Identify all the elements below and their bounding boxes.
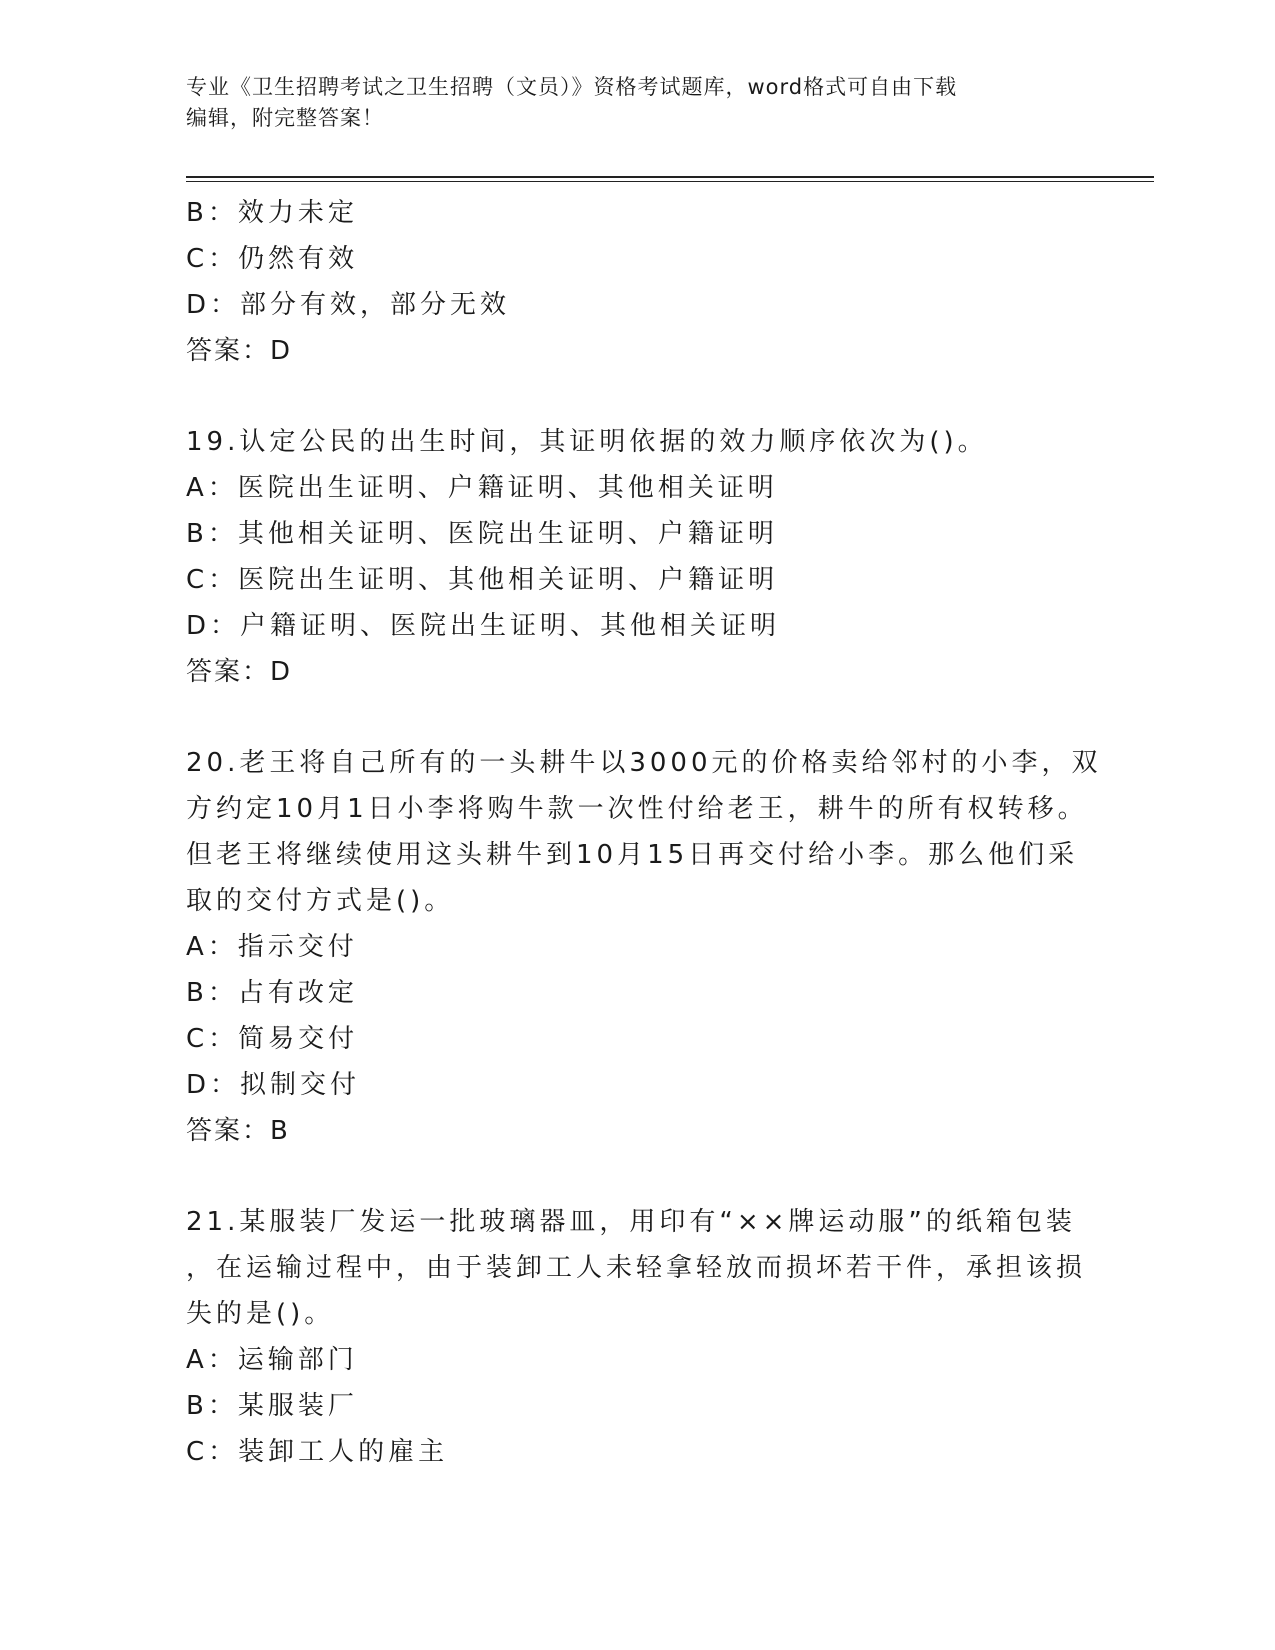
header-divider-thick bbox=[186, 176, 1154, 178]
option-b: B：某服装厂 bbox=[186, 1391, 358, 1421]
answer-line: 答案：B bbox=[186, 1116, 290, 1146]
answer-line: 答案：D bbox=[186, 336, 293, 366]
answer-line: 答案：D bbox=[186, 657, 293, 687]
question-block-19 bbox=[186, 419, 1066, 695]
spacer bbox=[186, 374, 1066, 419]
spacer bbox=[186, 1154, 1066, 1199]
question-list bbox=[186, 190, 1102, 1475]
question-stem-line: ，在运输过程中，由于装卸工人未轻拿轻放而损坏若干件，承担该损 bbox=[186, 1253, 1087, 1283]
question-stem-line: 21.某服装厂发运一批玻璃器皿，用印有“××牌运动服”的纸箱包装 bbox=[186, 1207, 1076, 1237]
question-stem-line: 取的交付方式是()。 bbox=[186, 886, 455, 916]
option-a: A：运输部门 bbox=[186, 1345, 358, 1375]
option-c: C：装卸工人的雇主 bbox=[186, 1437, 449, 1467]
header-divider-thin bbox=[186, 181, 1154, 182]
option-a: A：医院出生证明、户籍证明、其他相关证明 bbox=[186, 473, 778, 503]
option-d: D：部分有效，部分无效 bbox=[186, 290, 511, 320]
option-c: C：仍然有效 bbox=[186, 244, 359, 274]
header-line-2: 编辑，附完整答案！ bbox=[186, 106, 384, 130]
document-header bbox=[186, 72, 1066, 134]
question-block-21 bbox=[186, 1199, 1087, 1475]
question-block-20 bbox=[186, 740, 1102, 1154]
option-c: C：简易交付 bbox=[186, 1024, 359, 1054]
question-stem-line: 20.老王将自己所有的一头耕牛以3000元的价格卖给邻村的小李，双 bbox=[186, 748, 1102, 778]
question-stem-line: 但老王将继续使用这头耕牛到10月15日再交付给小李。那么他们采 bbox=[186, 840, 1079, 870]
question-block-18 bbox=[186, 190, 1066, 374]
option-b: B：效力未定 bbox=[186, 198, 358, 228]
option-d: D：拟制交付 bbox=[186, 1070, 361, 1100]
option-b: B：其他相关证明、医院出生证明、户籍证明 bbox=[186, 519, 778, 549]
option-a: A：指示交付 bbox=[186, 932, 358, 962]
option-b: B：占有改定 bbox=[186, 978, 358, 1008]
spacer bbox=[186, 695, 1066, 740]
header-line-1: 专业《卫生招聘考试之卫生招聘（文员）》资格考试题库，word格式可自由下载 bbox=[186, 75, 958, 99]
option-d: D：户籍证明、医院出生证明、其他相关证明 bbox=[186, 611, 781, 641]
option-c: C：医院出生证明、其他相关证明、户籍证明 bbox=[186, 565, 779, 595]
question-stem-line: 方约定10月1日小李将购牛款一次性付给老王，耕牛的所有权转移。 bbox=[186, 794, 1088, 824]
question-stem-line: 失的是()。 bbox=[186, 1299, 335, 1329]
question-stem-line: 19.认定公民的出生时间，其证明依据的效力顺序依次为()。 bbox=[186, 427, 988, 457]
